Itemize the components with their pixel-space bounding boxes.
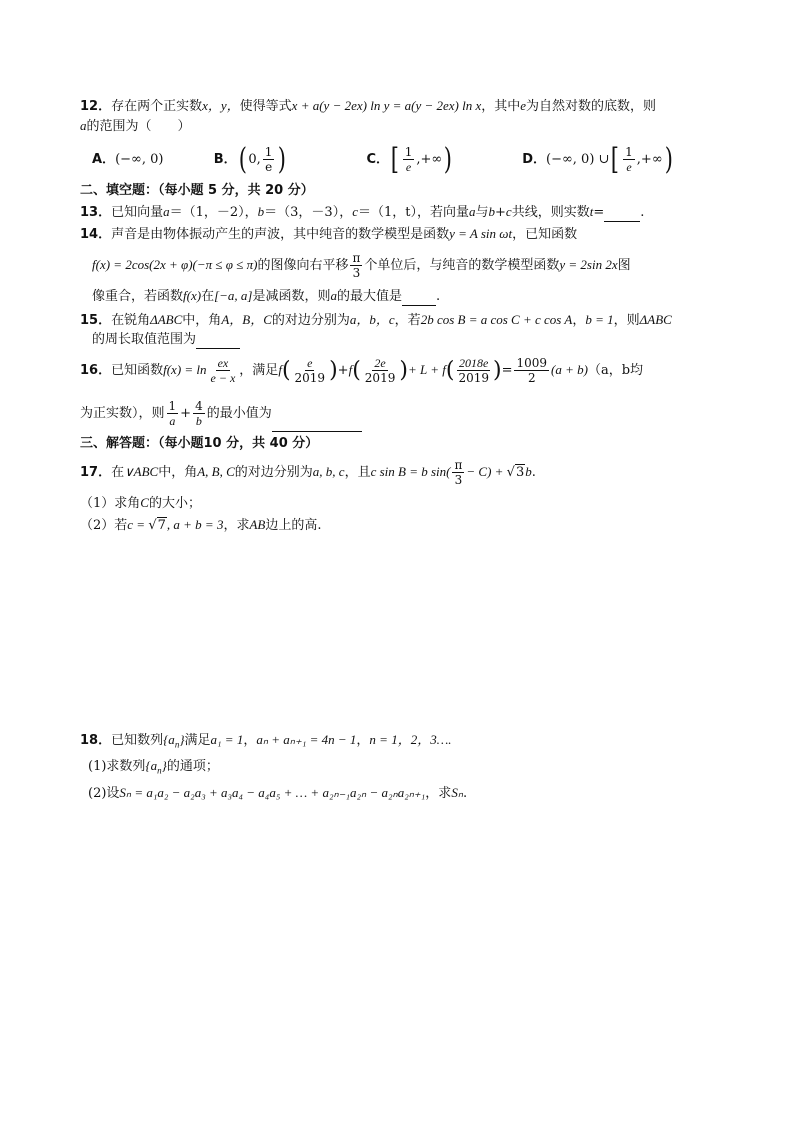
q16-frac2: $\frac{2e}{2019}$ bbox=[364, 356, 396, 385]
q12-line1 bbox=[80, 97, 656, 116]
q14-line3 bbox=[92, 287, 440, 306]
q18-text-b: 满足 bbox=[184, 733, 211, 748]
q16-frac-4b: $\frac{4}{b}$ bbox=[195, 399, 203, 428]
q17-part1-end: 的大小； bbox=[148, 496, 201, 511]
q18-part2-text: (2)设 bbox=[88, 786, 120, 801]
q14-text: 声音是由物体振动产生的声波，其中纯音的数学模型是函数 bbox=[111, 227, 450, 242]
section-fill-in-title: 二、填空题：（每小题 5 分，共 20 分） bbox=[80, 183, 314, 198]
q13-answer-blank[interactable] bbox=[604, 207, 640, 222]
q16-line2 bbox=[80, 396, 362, 432]
q17-part1-text: （1）求角 bbox=[80, 496, 141, 511]
q17-part2-text-b: ，求 bbox=[223, 518, 250, 533]
q15-text-c: 的对边分别为 bbox=[271, 313, 350, 328]
q15-condition: 2b cos B = a cos C + c cos A bbox=[420, 312, 573, 327]
q12-option-a-label: A． bbox=[92, 152, 116, 167]
q14-text-l3c: 是减函数，则 bbox=[252, 289, 331, 304]
q16-text-l2b: 的最小值为 bbox=[206, 406, 272, 421]
q12-a: a bbox=[80, 118, 87, 133]
q17-part2-text-c: 边上的高. bbox=[265, 518, 322, 533]
q14-line1 bbox=[80, 225, 577, 244]
q13-vector-a: a bbox=[163, 204, 170, 219]
q16-plus: + bbox=[337, 363, 349, 378]
q12-option-b: ( 0, $\frac{1}{e}$ ) bbox=[238, 141, 287, 177]
q15-triangle2: ΔABC bbox=[639, 312, 672, 327]
q17-sqrt7: √7 bbox=[148, 518, 166, 533]
q18-seq: $\{a_n\}$ bbox=[163, 732, 185, 750]
q16-dots: + L + f bbox=[407, 362, 446, 377]
q15-text-l2: 的周长取值范围为 bbox=[92, 332, 197, 347]
q17-sides: a, b, c bbox=[312, 464, 345, 479]
q14-line2 bbox=[92, 248, 631, 282]
q17-cond-b: − C) + bbox=[466, 464, 507, 479]
q13-yu: 与 bbox=[475, 205, 489, 220]
q13-b2: b bbox=[488, 204, 495, 219]
q14-text-l3a: 像重合，若函数 bbox=[92, 289, 184, 304]
q16-frac-1a: $\frac{1}{a}$ bbox=[168, 399, 177, 428]
q18-text-a: 已知数列 bbox=[111, 733, 164, 748]
section-answer-title: 三、解答题：（每小题10 分，共 40 分） bbox=[80, 436, 319, 451]
q14-model2: y = 2sin 2x bbox=[559, 257, 618, 272]
q17-AB: AB bbox=[249, 517, 266, 532]
q13-b-value: ＝（3，－3）， bbox=[264, 205, 353, 220]
q13-end: . bbox=[640, 205, 645, 220]
q17-triangle: ∨ABC bbox=[124, 464, 159, 479]
q17-number: 17． bbox=[80, 465, 112, 480]
q15-text-b: 中，角 bbox=[182, 313, 222, 328]
q15-line1 bbox=[80, 311, 672, 330]
q13-text: 已知向量 bbox=[111, 205, 164, 220]
q16-frac4: $\frac{1009}{2}$ bbox=[516, 356, 548, 385]
q12-vars: x，y， bbox=[202, 98, 240, 113]
q15-text-d: ，若 bbox=[394, 313, 421, 328]
q15-sides: a，b，c bbox=[349, 312, 395, 327]
q16-text-a: 已知函数 bbox=[111, 363, 164, 378]
q16-text-c: （a，b均 bbox=[587, 363, 644, 378]
q15-text-f: ，则 bbox=[613, 313, 640, 328]
q16-text-b: ，满足 bbox=[239, 363, 279, 378]
q12-option-c-label: C． bbox=[366, 152, 389, 167]
q14-text-b: 个单位后，与纯音的数学模型函数 bbox=[364, 258, 560, 273]
q17-part2-cond2: , a + b = 3 bbox=[166, 517, 224, 532]
q12-range-prompt: 的范围为（ ） bbox=[86, 119, 191, 134]
q16-plus2: + bbox=[180, 406, 192, 421]
q12-text-d: 为自然对数的底数，则 bbox=[526, 99, 657, 114]
q15-text-a: 在锐角 bbox=[111, 313, 151, 328]
q16-answer-blank[interactable] bbox=[272, 417, 362, 432]
q14-number: 14． bbox=[80, 227, 112, 242]
q14-function: f(x) = 2cos(2x + φ)(−π ≤ φ ≤ π) bbox=[92, 257, 258, 272]
q14-model: y = A sin ωt bbox=[449, 226, 513, 241]
q13-a2: a bbox=[468, 204, 476, 219]
q18-sum: Sₙ = a₁a₂ − a₂a₃ + a₃a₄ − a₄a₅ + … + a₂ₙ₋₁a₂ₙ − a₂ₙa₂ₙ₊₁ bbox=[119, 785, 426, 800]
q15-line2 bbox=[92, 331, 240, 349]
q14-a: a bbox=[330, 288, 337, 303]
q17-angles: A, B, C bbox=[197, 464, 235, 479]
q16-f2: f bbox=[348, 362, 353, 377]
q18-number: 18． bbox=[80, 733, 112, 748]
q18-line1 bbox=[80, 731, 452, 754]
q13-c2: c bbox=[505, 204, 512, 219]
q15-number: 15． bbox=[80, 313, 112, 328]
q14-text-l3b: 在 bbox=[201, 289, 215, 304]
q15-b-value: b = 1 bbox=[585, 312, 614, 327]
q18-part1-text: (1)求数列 bbox=[88, 759, 146, 774]
q12-option-d-label: D． bbox=[522, 152, 546, 167]
q18-recurrence: aₙ + aₙ₊₁ = 4n − 1 bbox=[256, 732, 357, 747]
q14-end: . bbox=[436, 289, 441, 304]
q13-line bbox=[80, 203, 644, 222]
q16-fraction: $\frac{ex}{e - x}$ bbox=[210, 356, 236, 385]
q16-text-l2a: 为正实数），则 bbox=[80, 406, 165, 421]
q12-text-b: 使得等式 bbox=[239, 99, 292, 114]
q17-cond-a: c sin B = b sin( bbox=[370, 464, 451, 479]
q16-function-lhs: f(x) = ln bbox=[163, 362, 207, 377]
q17-text-b: 中，角 bbox=[158, 465, 198, 480]
q12-text: 存在两个正实数 bbox=[111, 99, 203, 114]
q12-line2 bbox=[80, 117, 191, 136]
q14-pi-over-3: $\frac{\pi}{3}$ bbox=[352, 251, 361, 280]
q13-vector-c: c bbox=[352, 204, 358, 219]
q17-end: . bbox=[531, 465, 536, 480]
q17-part2-text: （2）若 bbox=[80, 518, 128, 533]
q14-fx: f(x) bbox=[183, 288, 202, 303]
q12-option-c: [ $\frac{1}{e}$ ,+∞) bbox=[390, 141, 453, 177]
q18-seq2: $\{a_n\}$ bbox=[145, 758, 167, 776]
q14-answer-blank[interactable] bbox=[402, 291, 436, 306]
q15-angles: A，B，C bbox=[221, 312, 272, 327]
q13-number: 13． bbox=[80, 205, 112, 220]
q13-t: t bbox=[589, 204, 594, 219]
q14-text-end: ，已知函数 bbox=[512, 227, 578, 242]
q12-option-a: (−∞, 0) bbox=[115, 152, 164, 167]
q17-cond-c: b bbox=[525, 464, 532, 479]
q14-shift-text: 的图像向右平移 bbox=[257, 258, 349, 273]
q17-pi-over-3: $\frac{\pi}{3}$ bbox=[454, 458, 463, 487]
q17-part2 bbox=[80, 516, 322, 535]
q17-text-c: 的对边分别为 bbox=[234, 465, 313, 480]
q16-frac3: $\frac{2018e}{2019}$ bbox=[458, 356, 489, 385]
q17-sqrt3: √3 bbox=[506, 465, 525, 480]
q12-text-c: ，其中 bbox=[481, 99, 521, 114]
q13-plus: + bbox=[495, 205, 506, 220]
q18-n-values: n = 1，2，3…. bbox=[369, 732, 452, 747]
q15-text-e: ， bbox=[572, 313, 586, 328]
q16-number: 16． bbox=[80, 363, 112, 378]
q13-vector-b: b bbox=[257, 204, 265, 219]
q12-e: e bbox=[520, 98, 527, 113]
q18-part2-text-b: ，求 bbox=[425, 786, 452, 801]
q13-text-b: 共线，则实数 bbox=[511, 205, 590, 220]
q15-answer-blank[interactable] bbox=[196, 334, 240, 349]
q18-text-c: ， bbox=[243, 733, 257, 748]
q16-f1: f bbox=[278, 362, 282, 377]
q16-ab: (a + b) bbox=[551, 362, 588, 377]
q12-options bbox=[92, 143, 674, 177]
q13-c-value: ＝（1，t），若向量 bbox=[357, 205, 469, 220]
q13-text-c: = bbox=[593, 205, 605, 220]
q12-number: 12． bbox=[80, 99, 112, 114]
q14-interval: [−a, a] bbox=[214, 288, 253, 303]
q16-frac1: $\frac{e}{2019}$ bbox=[294, 356, 326, 385]
q18-end: . bbox=[463, 786, 468, 801]
q12-option-b-label: B． bbox=[213, 152, 237, 167]
q16-eq: = bbox=[501, 363, 513, 378]
q17-text-d: ，且 bbox=[344, 465, 371, 480]
q18-part2 bbox=[88, 784, 467, 803]
q17-part1 bbox=[80, 494, 201, 513]
q12-option-d-prefix: (−∞, 0) ∪ bbox=[546, 152, 610, 167]
q18-a1: a₁ = 1 bbox=[210, 732, 244, 747]
q13-a-value: ＝（1，－2）， bbox=[169, 205, 258, 220]
q17-line1 bbox=[80, 456, 536, 488]
q18-Sn: Sₙ bbox=[451, 785, 463, 800]
q16-line1: 16．已知函数f(x) = ln $\frac{ex}{e - x}$ ，满足f( $\frac{e}{2019}$ )+f( $\frac{2e}{2019}$ )+ L + f( $\frac{2018e}{2019}$ )= $\frac{1009}{2}$ (a + b)（a，b均 bbox=[80, 356, 644, 385]
q18-part1 bbox=[88, 757, 219, 780]
q14-text-c: 图 bbox=[617, 258, 631, 273]
q18-part1-end: 的通项； bbox=[166, 759, 219, 774]
q18-text-d: ， bbox=[356, 733, 370, 748]
q12-equation: x + a(y − 2ex) ln y = a(y − 2ex) ln x bbox=[291, 98, 482, 113]
q17-C: C bbox=[140, 495, 149, 510]
q17-part2-cond: c = bbox=[127, 517, 149, 532]
q15-triangle: ΔABC bbox=[150, 312, 183, 327]
q17-text-a: 在 bbox=[111, 465, 125, 480]
q12-option-d: [ $\frac{1}{e}$ ,+∞) bbox=[611, 141, 673, 177]
q14-text-l3d: 的最大值是 bbox=[336, 289, 402, 304]
